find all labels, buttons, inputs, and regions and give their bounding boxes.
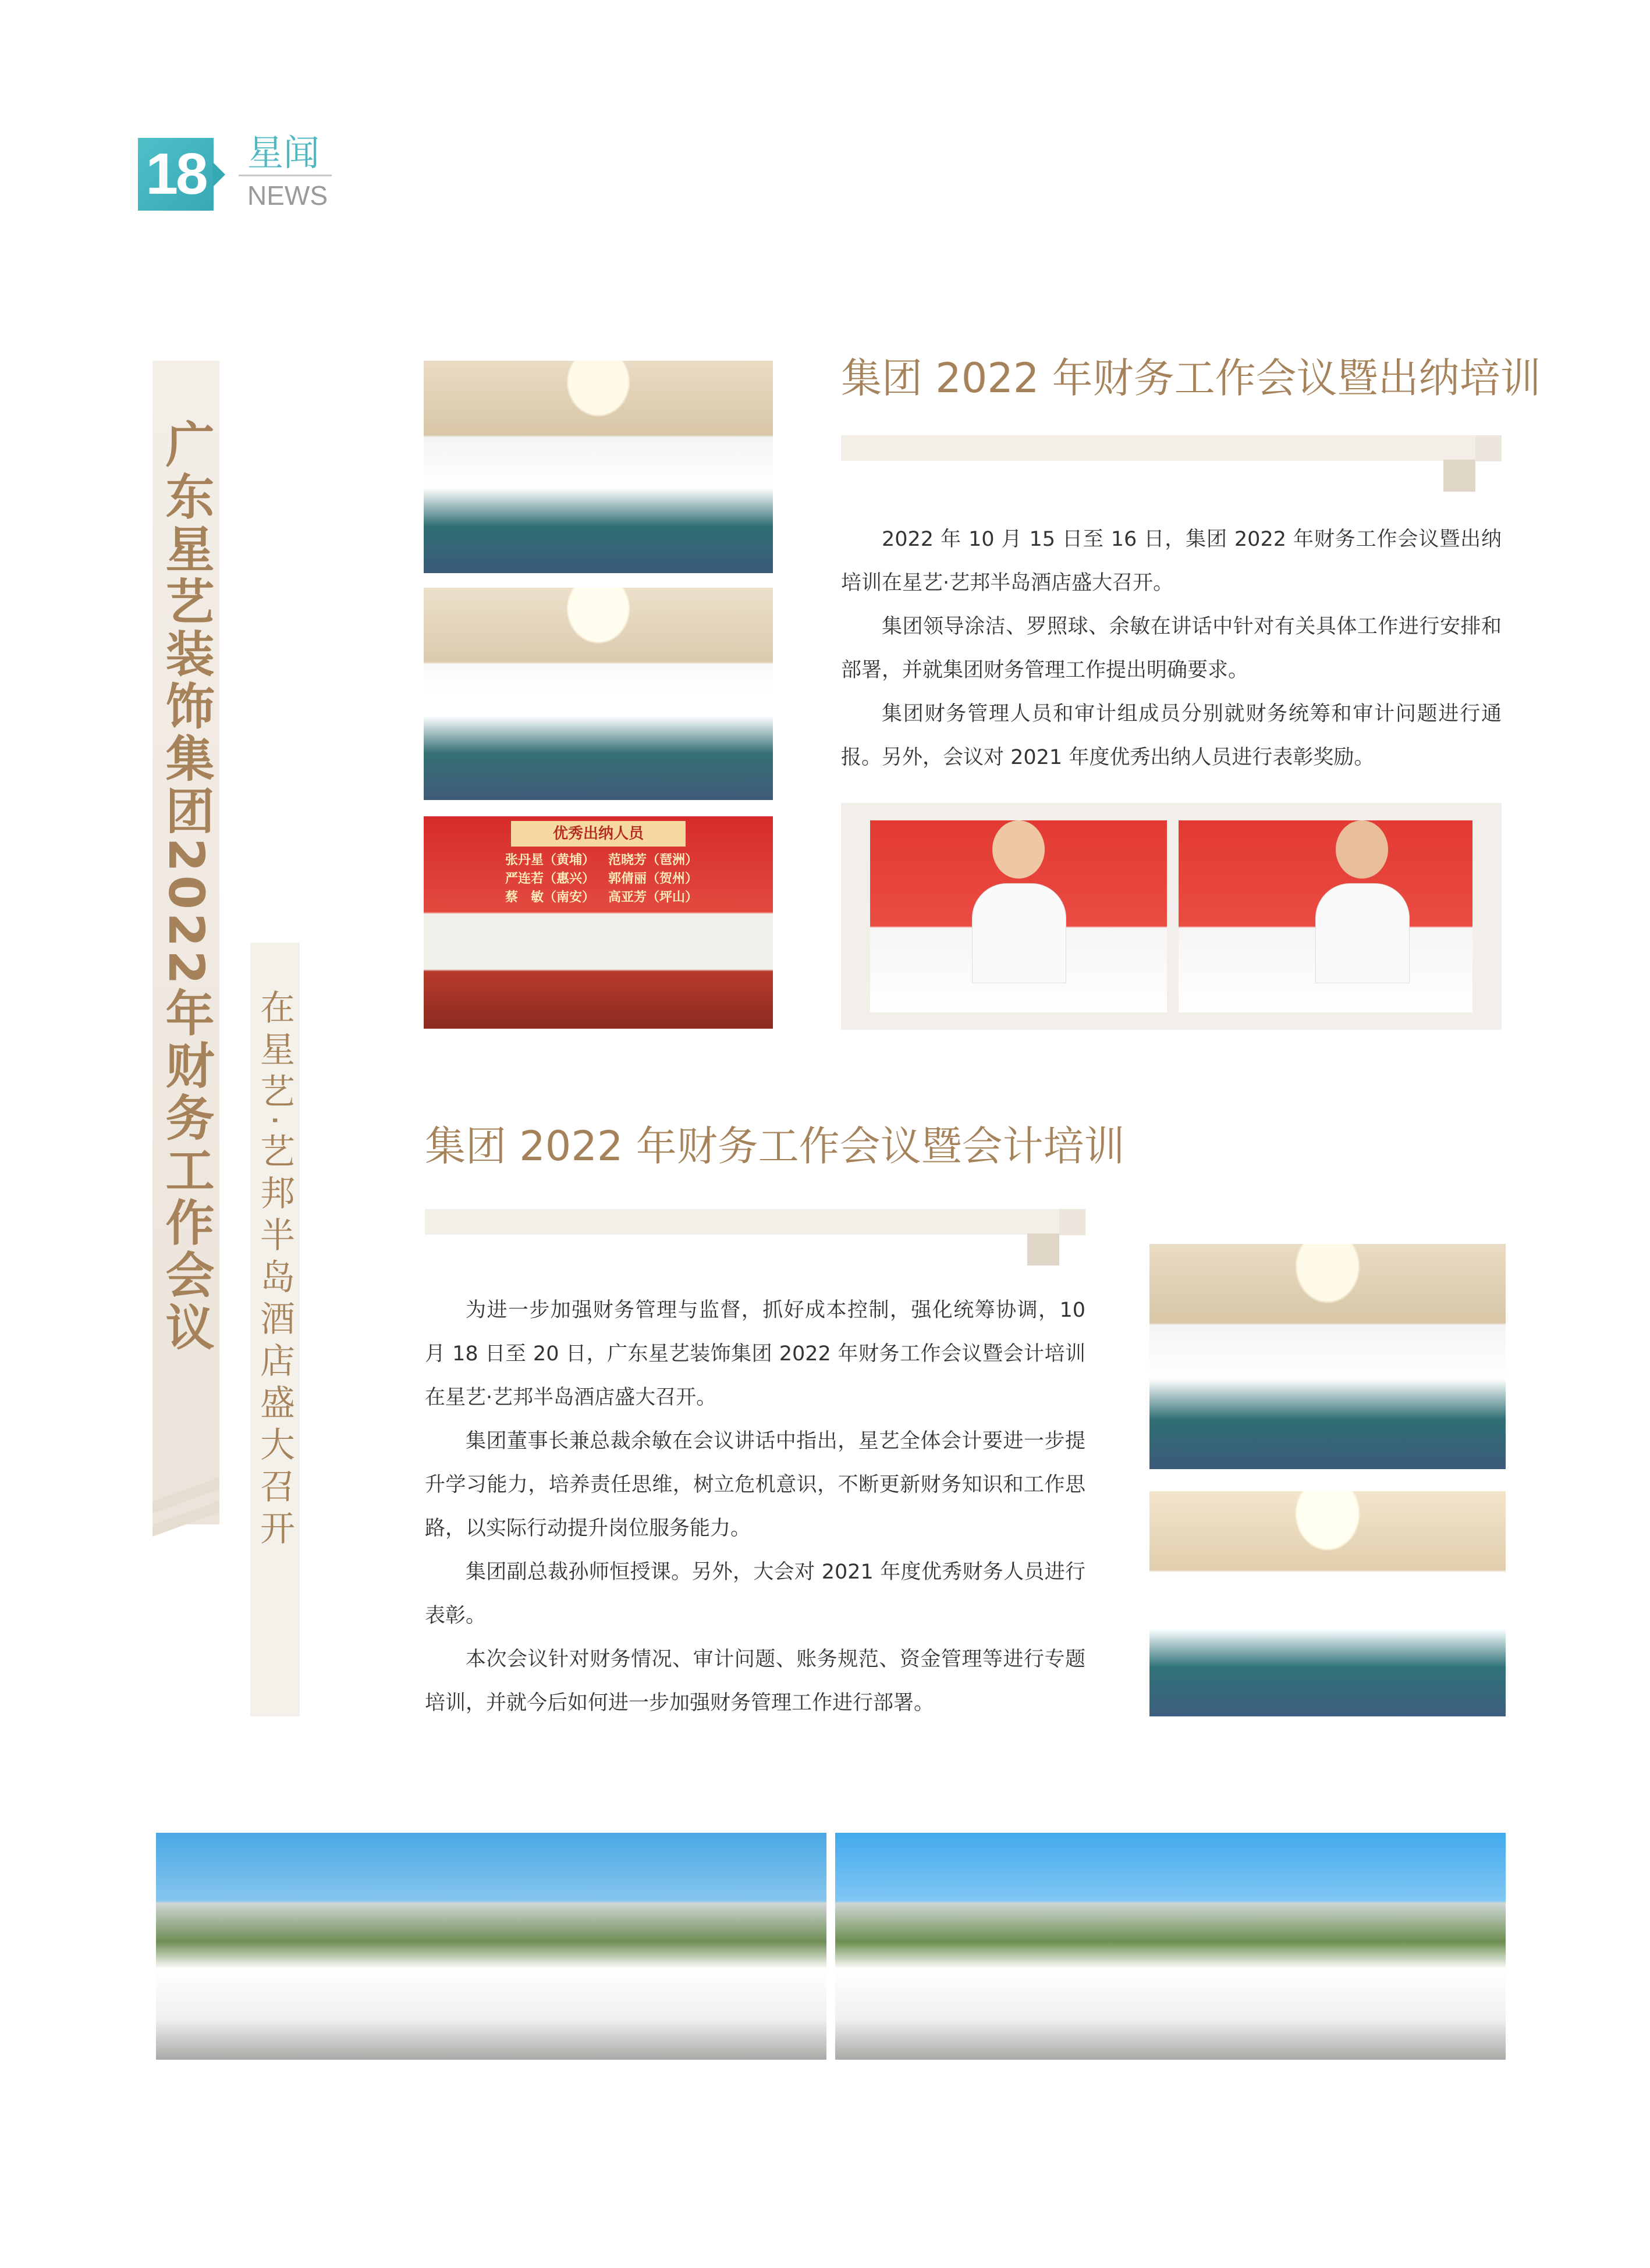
paragraph: 为进一步加强财务管理与监督，抓好成本控制，强化统筹协调，10 月 18 日至 20 日，广东星艺装饰集团 2022 年财务工作会议暨会计培训在星艺·艺邦半岛酒店盛大召开。 (425, 1299, 1085, 1409)
award-banner: 优秀出纳人员 (511, 821, 686, 847)
paragraph: 集团领导涂洁、罗照球、余敏在讲话中针对有关具体工作进行安排和部署，并就集团财务管理工作提出明确要求。 (841, 615, 1502, 682)
photo-group-outdoor-1 (156, 1833, 826, 2060)
heading-deco-square (1059, 1209, 1085, 1235)
article1-body (841, 518, 1502, 780)
paragraph: 集团董事长兼总裁余敏在会议讲话中指出，星艺全体会计要进一步提升学习能力，培养责任思维，树立危机意识，不断更新财务知识和工作思路，以实际行动提升岗位服务能力。 (425, 1430, 1085, 1540)
vertical-main-title: 广东星艺装饰集团2022年财务工作会议 (158, 419, 215, 1355)
award-name: 张丹星（黄埔） (505, 853, 595, 868)
heading-deco-square (1443, 460, 1475, 492)
article1-title: 集团 2022 年财务工作会议暨出纳培训 (841, 354, 1541, 402)
paragraph: 2022 年 10 月 15 日至 16 日，集团 2022 年财务工作会议暨出纳培训在星艺·艺邦半岛酒店盛大召开。 (841, 528, 1502, 595)
award-name: 蔡 敏（南安） (505, 890, 595, 905)
paragraph: 集团副总裁孙师恒授课。另外，大会对 2021 年度优秀财务人员进行表彰。 (425, 1560, 1085, 1627)
page-number-arrow-icon (212, 162, 225, 187)
paragraph: 集团财务管理人员和审计组成员分别就财务统筹和审计问题进行通报。另外，会议对 2021 年度优秀出纳人员进行表彰奖励。 (841, 702, 1502, 769)
award-names-list (505, 851, 703, 907)
heading-deco-square (1027, 1233, 1059, 1265)
award-name: 高亚芳（坪山） (608, 890, 698, 905)
photo-accounting-training-2 (1149, 1491, 1506, 1716)
article2-title: 集团 2022 年财务工作会议暨会计培训 (425, 1122, 1125, 1170)
photo-speaker-male (1179, 820, 1472, 1012)
section-title-en: NEWS (247, 180, 328, 211)
section-title-cn: 星闻 (247, 131, 320, 174)
award-name: 郭倩丽（贺州） (608, 872, 698, 886)
photo-accounting-training-1 (1149, 1244, 1506, 1469)
vertical-subtitle: 在星艺·艺邦半岛酒店盛大召开 (254, 989, 295, 1552)
heading-deco-square (1475, 435, 1502, 461)
photo-group-outdoor-2 (835, 1833, 1506, 2060)
photo-meeting-hall-2 (424, 588, 773, 800)
award-name: 范晓芳（琶洲） (608, 853, 698, 868)
paragraph: 本次会议针对财务情况、审计问题、账务规范、资金管理等进行专题培训，并就今后如何进一步加强财务管理工作进行部署。 (425, 1648, 1085, 1715)
heading-underline-bar (425, 1209, 1085, 1235)
photo-speaker-female (870, 820, 1167, 1012)
photo-award-ceremony (424, 816, 773, 1029)
page-number-badge: 18 (138, 138, 214, 211)
section-divider (239, 175, 332, 176)
award-name: 严连若（惠兴） (505, 872, 595, 886)
heading-underline-bar (841, 435, 1502, 461)
photo-meeting-hall-1 (424, 361, 773, 573)
article2-body (425, 1289, 1085, 1725)
